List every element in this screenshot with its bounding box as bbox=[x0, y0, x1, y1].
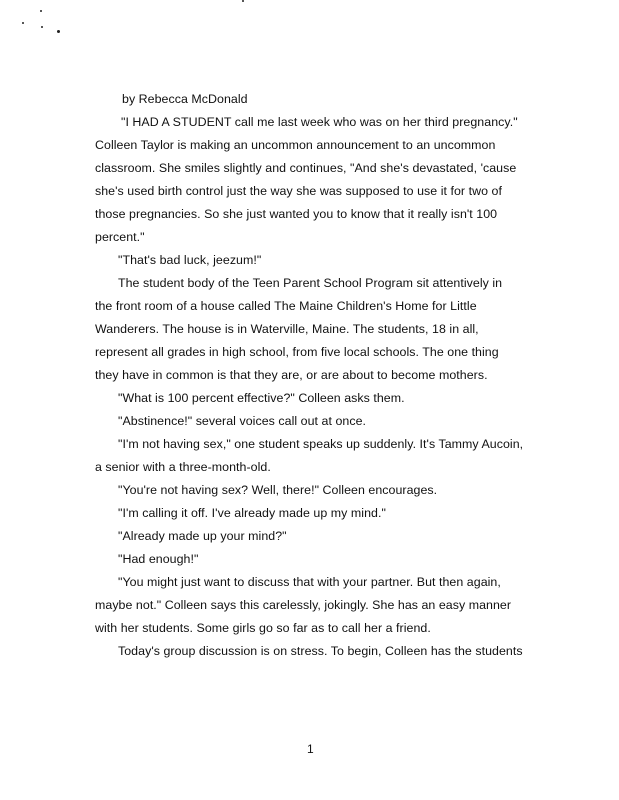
paragraph-line: "Already made up your mind?" bbox=[118, 529, 287, 543]
paragraph-line: "I'm calling it off. I've already made up my mind." bbox=[118, 506, 386, 520]
paragraph-line: "What is 100 percent effective?" Colleen asks them. bbox=[118, 391, 405, 405]
paragraph-line: The student body of the Teen Parent School Program sit attentively in bbox=[118, 276, 503, 290]
paragraph-line: those pregnancies. So she just wanted you to know that it really isn't 100 bbox=[95, 207, 498, 221]
paragraph-line: "That's bad luck, jeezum!" bbox=[118, 253, 262, 267]
paragraph-line: percent." bbox=[95, 230, 145, 244]
page-number: 1 bbox=[307, 742, 314, 756]
paragraph-line: classroom. She smiles slightly and continues, "And she's devastated, 'cause bbox=[95, 161, 517, 175]
paragraph-line: a senior with a three-month-old. bbox=[95, 460, 271, 474]
paragraph-line: they have in common is that they are, or are about to become mothers. bbox=[95, 368, 488, 382]
paragraph-line: the front room of a house called The Maine Children's Home for Little bbox=[95, 299, 477, 313]
paragraph-line: "Abstinence!" several voices call out at once. bbox=[118, 414, 367, 428]
paragraph-line: maybe not." Colleen says this carelessly, jokingly. She has an easy manner bbox=[95, 598, 512, 612]
scan-speck bbox=[41, 26, 43, 28]
paragraph-line: "I HAD A STUDENT call me last week who was on her third pregnancy." bbox=[121, 115, 518, 129]
scan-speck bbox=[22, 22, 24, 24]
paragraph-line: Wanderers. The house is in Waterville, Maine. The students, 18 in all, bbox=[95, 322, 479, 336]
paragraph-line: with her students. Some girls go so far as to call her a friend. bbox=[95, 621, 431, 635]
scan-speck bbox=[57, 30, 60, 33]
paragraph-line: Colleen Taylor is making an uncommon announcement to an uncommon bbox=[95, 138, 496, 152]
paragraph-line: Today's group discussion is on stress. To begin, Colleen has the students bbox=[118, 644, 523, 658]
scan-speck bbox=[242, 0, 244, 2]
scan-speck bbox=[40, 10, 42, 12]
paragraph-line: "You might just want to discuss that with your partner. But then again, bbox=[118, 575, 501, 589]
paragraph-line: "I'm not having sex," one student speaks up suddenly. It's Tammy Aucoin, bbox=[118, 437, 524, 451]
paragraph-line: she's used birth control just the way she was supposed to use it for two of bbox=[95, 184, 502, 198]
paragraph-line: "You're not having sex? Well, there!" Colleen encourages. bbox=[118, 483, 438, 497]
byline: by Rebecca McDonald bbox=[122, 92, 248, 106]
paragraph-line: represent all grades in high school, from five local schools. The one thing bbox=[95, 345, 499, 359]
article-body bbox=[95, 88, 555, 663]
paragraph-line: "Had enough!" bbox=[118, 552, 199, 566]
